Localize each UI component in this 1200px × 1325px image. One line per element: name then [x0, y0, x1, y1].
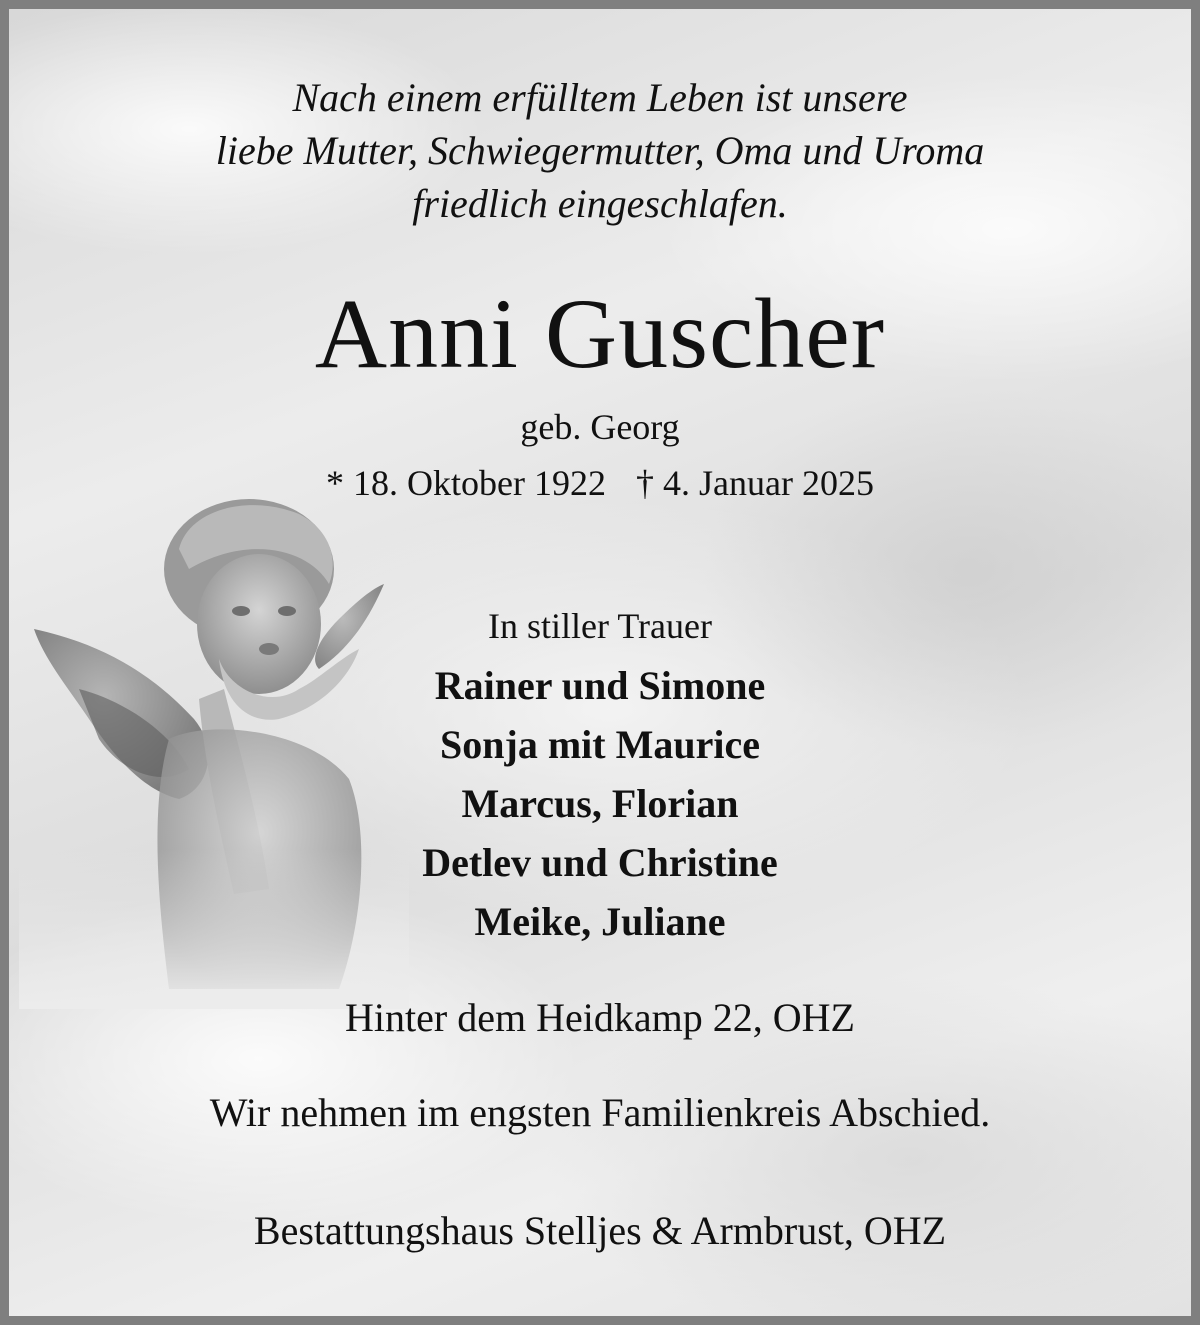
intro-line-2: liebe Mutter, Schwiegermutter, Oma und Uroma [215, 128, 985, 173]
mourner-2: Sonja mit Maurice [440, 722, 760, 767]
mourning-heading: In stiller Trauer [488, 606, 712, 646]
life-dates [9, 461, 1191, 505]
mourner-4: Detlev und Christine [422, 840, 778, 885]
death-date: † 4. Januar 2025 [636, 463, 874, 503]
intro-line-1: Nach einem erfülltem Leben ist unsere [292, 75, 908, 120]
birth-date: * 18. Oktober 1922 [326, 463, 606, 503]
deceased-name: Anni Guscher [314, 278, 886, 389]
mourner-3: Marcus, Florian [461, 781, 739, 826]
farewell-note: Wir nehmen im engsten Familienkreis Abschied. [209, 1090, 991, 1135]
intro-line-3: friedlich eingeschlafen. [412, 181, 788, 226]
mourner-1: Rainer und Simone [434, 663, 766, 708]
address: Hinter dem Heidkamp 22, OHZ [345, 995, 855, 1040]
maiden-name: geb. Georg [520, 407, 680, 447]
funeral-home: Bestattungshaus Stelljes & Armbrust, OHZ [253, 1208, 947, 1253]
mourner-5: Meike, Juliane [474, 899, 726, 944]
